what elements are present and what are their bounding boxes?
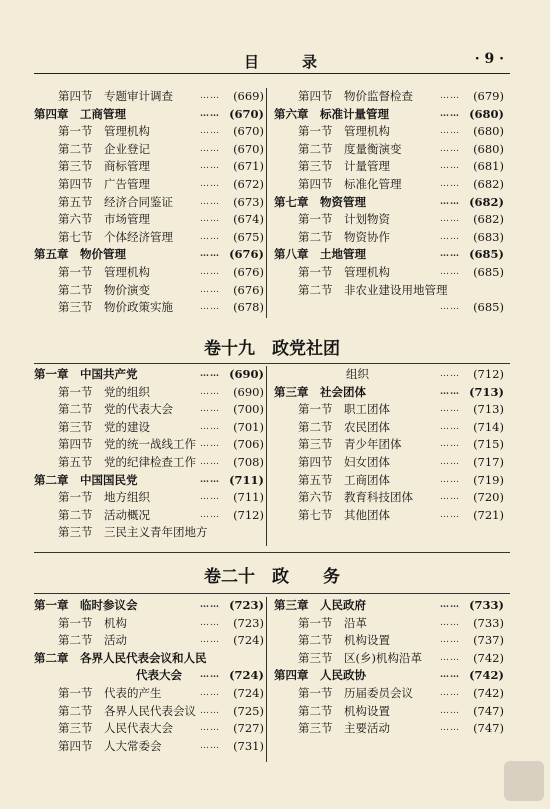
toc-section-entry [274,229,504,247]
toc-section-entry [274,211,504,229]
toc-chapter-entry [34,366,264,384]
leader-dots: …… [200,266,220,277]
leader-dots: …… [440,91,460,101]
entry-title: 第三节 主要活动 [298,721,390,736]
entry-title: 第三章 社会团体 [274,384,366,399]
entry-title: 第一章 中国共产党 [34,367,138,381]
entry-title: 第一节 管理机构 [58,124,150,139]
entry-page-number: (674) [233,212,264,227]
entry-page-number: (670) [233,141,264,156]
leader-dots: …… [200,369,220,379]
toc-section-entry [274,176,504,194]
leader-dots: …… [200,91,220,101]
leader-dots: …… [440,492,460,503]
entry-title: 第一节 职工团体 [298,402,390,417]
toc-section-entry [34,419,264,437]
leader-dots: …… [440,439,460,450]
leader-dots: …… [440,635,460,646]
entry-page-number: (700) [233,402,264,417]
toc-section-entry [274,401,504,419]
toc-section-entry [274,489,504,507]
entry-page-number: (731) [233,738,264,753]
toc-column-right [274,366,504,524]
entry-title: 第五章 物价管理 [34,247,126,262]
volume-title: 卷十九 政党社团 [204,339,340,359]
toc-section-entry [34,489,264,507]
toc-section-vol20 [34,597,510,762]
toc-section-entry [34,141,264,159]
toc-section-entry [274,685,504,703]
toc-column-right [274,597,504,738]
toc-section-entry [34,194,264,212]
leader-dots: …… [200,404,220,415]
toc-section-entry [34,507,264,525]
entry-title: 第四章 工商管理 [34,106,126,121]
entry-title: 组织 [346,367,369,381]
toc-chapter-entry [34,246,264,264]
entry-title: 第五节 工商团体 [298,472,390,487]
entry-title: 第一节 计划物资 [298,212,390,227]
entry-page-number: (720) [473,490,504,505]
entry-page-number: (671) [233,159,264,174]
leader-dots: …… [440,302,460,313]
leader-dots: …… [440,670,460,681]
entry-title: 第三节 区(乡)机构沿革 [298,650,422,665]
toc-section-entry [34,176,264,194]
entry-page-number: (676) [229,247,264,262]
toc-section-entry [34,401,264,419]
entry-title: 第二节 党的代表大会 [58,402,173,417]
toc-section-entry [34,123,264,141]
leader-dots: …… [440,249,460,260]
entry-page-number: (670) [229,106,264,121]
entry-page-number: (669) [233,89,264,103]
toc-section-entry [274,123,504,141]
leader-dots: …… [200,474,220,485]
entry-page-number: (682) [473,212,504,227]
leader-dots: …… [440,196,460,207]
leader-dots: …… [200,740,220,751]
entry-title: 第三节 三民主义青年团地方 [58,525,208,540]
entry-title: 第四节 物价监督检查 [298,89,413,103]
toc-section-entry [274,158,504,176]
entry-page-number: (682) [469,194,504,209]
entry-page-number: (724) [229,668,264,683]
leader-dots: …… [200,421,220,432]
toc-section-entry [274,141,504,159]
leader-dots: …… [200,231,220,242]
entry-page-number: (701) [233,419,264,434]
volume-title: 卷二十 政 务 [204,567,340,587]
leader-dots: …… [440,178,460,189]
entry-title: 第一节 机构 [58,615,127,630]
toc-section-entry [34,88,264,106]
leader-dots: …… [440,421,460,432]
entry-title: 第二节 活动概况 [58,507,150,522]
entry-page-number: (747) [473,703,504,718]
section-rule [34,593,510,594]
entry-page-number: (724) [233,685,264,700]
entry-title: 第七节 其他团体 [298,507,390,522]
leader-dots: …… [200,214,220,225]
entry-title: 第二章 中国国民党 [34,472,138,487]
entry-page-number: (685) [473,264,504,279]
leader-dots: …… [200,439,220,450]
entry-page-number: (680) [473,141,504,156]
entry-page-number: (680) [473,124,504,139]
leader-dots: …… [200,161,220,172]
column-divider [266,88,267,318]
entry-page-number: (711) [233,490,264,505]
entry-page-number: (733) [469,598,504,612]
section-rule [34,363,510,364]
toc-section-entry [34,436,264,454]
entry-page-number: (680) [469,106,504,121]
leader-dots: …… [440,723,460,734]
leader-dots: …… [200,196,220,207]
toc-section-entry [274,366,504,384]
leader-dots: …… [440,266,460,277]
toc-chapter-entry [34,106,264,124]
toc-section-entry [34,158,264,176]
entry-page-number: (685) [469,247,504,262]
entry-page-number: (690) [233,384,264,399]
entry-page-number: (747) [473,721,504,736]
entry-title: 第三节 商标管理 [58,159,150,174]
leader-dots: …… [200,178,220,189]
entry-title: 第一节 代表的产生 [58,685,162,700]
leader-dots: …… [200,687,220,698]
leader-dots: …… [200,284,220,295]
toc-chapter-entry [34,597,264,615]
toc-section-vol19 [34,366,510,546]
entry-title: 第四节 党的统一战线工作 [58,437,196,452]
toc-section-entry [274,720,504,738]
leader-dots: …… [440,456,460,467]
entry-title: 第四节 妇女团体 [298,454,390,469]
entry-page-number: (672) [233,176,264,191]
toc-section-vol18 [34,88,510,318]
toc-section-entry [34,299,264,317]
toc-section-entry [34,229,264,247]
entry-title: 第一节 沿革 [298,615,367,630]
entry-page-number: (673) [233,194,264,209]
entry-title: 第四章 人民政协 [274,668,366,683]
page-title: 目 录 [244,53,332,71]
leader-dots: …… [440,143,460,154]
entry-page-number: (723) [229,598,264,612]
entry-page-number: (721) [473,507,504,522]
leader-dots: …… [440,652,460,663]
entry-title: 第三节 计量管理 [298,159,390,174]
toc-section-entry [274,472,504,490]
entry-title: 第二节 度量衡演变 [298,141,402,156]
entry-page-number: (715) [473,437,504,452]
entry-page-number: (676) [233,264,264,279]
entry-title: 第四节 标准化管理 [298,176,402,191]
leader-dots: …… [440,214,460,225]
leader-dots: …… [200,705,220,716]
column-divider [266,597,267,762]
entry-title: 第六章 标准计量管理 [274,106,389,121]
entry-page-number: (679) [473,89,504,103]
leader-dots: …… [200,492,220,503]
entry-title: 第二节 非农业建设用地管理 [298,282,448,297]
leader-dots: …… [440,108,460,119]
entry-page-number: (724) [233,633,264,648]
toc-chapter-entry [274,384,504,402]
entry-title: 第五节 经济合同鉴证 [58,194,173,209]
leader-dots: …… [440,404,460,415]
entry-page-number: (714) [473,419,504,434]
entry-page-number: (706) [233,437,264,452]
entry-page-number: (708) [233,454,264,469]
entry-title: 第二节 机构设置 [298,633,390,648]
entry-page-number: (670) [233,124,264,139]
toc-section-entry [274,419,504,437]
toc-chapter-entry [34,667,264,685]
leader-dots: …… [200,108,220,119]
entry-title: 第三节 青少年团体 [298,437,402,452]
entry-page-number: (676) [233,282,264,297]
toc-section-entry [34,720,264,738]
toc-chapter-entry [274,194,504,212]
toc-chapter-entry [274,106,504,124]
toc-section-entry [34,615,264,633]
leader-dots: …… [200,126,220,137]
entry-title: 第一章 临时参议会 [34,598,138,612]
toc-section-entry [274,436,504,454]
toc-section-entry [34,282,264,300]
toc-column-left [34,597,264,755]
leader-dots: …… [200,386,220,397]
entry-title: 第二节 物价演变 [58,282,150,297]
entry-title: 第三章 人民政府 [274,598,366,612]
toc-section-entry [34,703,264,721]
entry-title: 第二节 物资协作 [298,229,390,244]
leader-dots: …… [200,600,220,610]
entry-title: 第一节 管理机构 [298,264,390,279]
library-stamp [504,761,544,801]
toc-section-entry [274,703,504,721]
page-number: · 9 · [474,51,504,67]
entry-title: 第六节 教育科技团体 [298,490,413,505]
toc-chapter-entry [274,246,504,264]
leader-dots: …… [440,161,460,172]
entry-title: 第二节 企业登记 [58,141,150,156]
entry-title: 第五节 党的纪律检查工作 [58,454,196,469]
leader-dots: …… [200,509,220,520]
section-rule [34,552,510,553]
entry-page-number: (713) [469,384,504,399]
entry-title: 第四节 人大常委会 [58,738,162,753]
volume-heading-20 [34,552,510,596]
toc-section-entry [274,507,504,525]
entry-title: 第一节 地方组织 [58,490,150,505]
entry-page-number: (681) [473,159,504,174]
leader-dots: …… [440,474,460,485]
toc-section-entry [34,524,264,542]
leader-dots: …… [440,687,460,698]
entry-page-number: (742) [473,650,504,665]
entry-page-number: (675) [233,229,264,244]
entry-page-number: (690) [229,367,264,381]
toc-chapter-entry [34,472,264,490]
entry-page-number: (727) [233,721,264,736]
leader-dots: …… [440,617,460,628]
header-rule [34,73,510,74]
entry-title: 第四节 专题审计调查 [58,89,173,103]
toc-section-entry [34,384,264,402]
entry-page-number: (682) [473,176,504,191]
toc-section-entry [34,264,264,282]
entry-page-number: (717) [473,454,504,469]
entry-page-number: (712) [473,367,504,381]
toc-column-left [34,88,264,317]
entry-title: 第三节 物价政策实施 [58,300,173,315]
toc-section-entry [274,650,504,668]
entry-title: 第一节 管理机构 [298,124,390,139]
entry-title: 代表大会 [136,668,182,683]
volume-heading-19 [34,328,510,368]
toc-section-entry [34,738,264,756]
toc-section-entry [274,454,504,472]
entry-page-number: (742) [469,668,504,683]
entry-page-number: (678) [233,300,264,315]
entry-page-number: (742) [473,685,504,700]
leader-dots: …… [440,126,460,137]
toc-column-left [34,366,264,542]
toc-column-right [274,88,504,317]
entry-title: 第三节 党的建设 [58,419,150,434]
leader-dots: …… [440,705,460,716]
leader-dots: …… [200,143,220,154]
entry-title: 第二节 活动 [58,633,127,648]
toc-chapter-entry [34,650,264,668]
entry-page-number: (711) [229,472,264,487]
entry-page-number: (683) [473,229,504,244]
leader-dots: …… [200,723,220,734]
entry-title: 第一节 党的组织 [58,384,150,399]
toc-section-entry [34,632,264,650]
leader-dots: …… [200,670,220,681]
leader-dots: …… [200,456,220,467]
toc-section-entry [274,264,504,282]
leader-dots: …… [440,600,460,610]
leader-dots: …… [440,386,460,397]
leader-dots: …… [200,302,220,313]
toc-section-entry [274,299,504,317]
entry-title: 第六节 市场管理 [58,212,150,227]
entry-page-number: (725) [233,703,264,718]
page-header [34,48,510,74]
entry-title: 第二节 农民团体 [298,419,390,434]
entry-page-number: (685) [473,300,504,315]
leader-dots: …… [200,617,220,628]
entry-title: 第一节 历届委员会议 [298,685,413,700]
leader-dots: …… [440,369,460,379]
entry-title: 第七节 个体经济管理 [58,229,173,244]
entry-title: 第二章 各界人民代表会议和人民 [34,650,207,665]
entry-page-number: (719) [473,472,504,487]
toc-section-entry [274,632,504,650]
entry-title: 第一节 管理机构 [58,264,150,279]
entry-title: 第二节 各界人民代表会议 [58,703,196,718]
toc-section-entry [34,211,264,229]
entry-page-number: (737) [473,633,504,648]
toc-section-entry [274,88,504,106]
toc-chapter-entry [274,597,504,615]
entry-title: 第七章 物资管理 [274,194,366,209]
toc-chapter-entry [274,667,504,685]
leader-dots: …… [440,231,460,242]
toc-section-entry [34,685,264,703]
entry-title: 第二节 机构设置 [298,703,390,718]
entry-title: 第三节 人民代表大会 [58,721,173,736]
entry-page-number: (733) [473,615,504,630]
leader-dots: …… [200,635,220,646]
entry-title: 第四节 广告管理 [58,176,150,191]
toc-section-entry [34,454,264,472]
leader-dots: …… [440,509,460,520]
column-divider [266,366,267,546]
entry-page-number: (723) [233,615,264,630]
leader-dots: …… [200,249,220,260]
entry-page-number: (713) [473,402,504,417]
toc-section-entry [274,282,504,300]
entry-title: 第八章 土地管理 [274,247,366,262]
toc-section-entry [274,615,504,633]
entry-page-number: (712) [233,507,264,522]
